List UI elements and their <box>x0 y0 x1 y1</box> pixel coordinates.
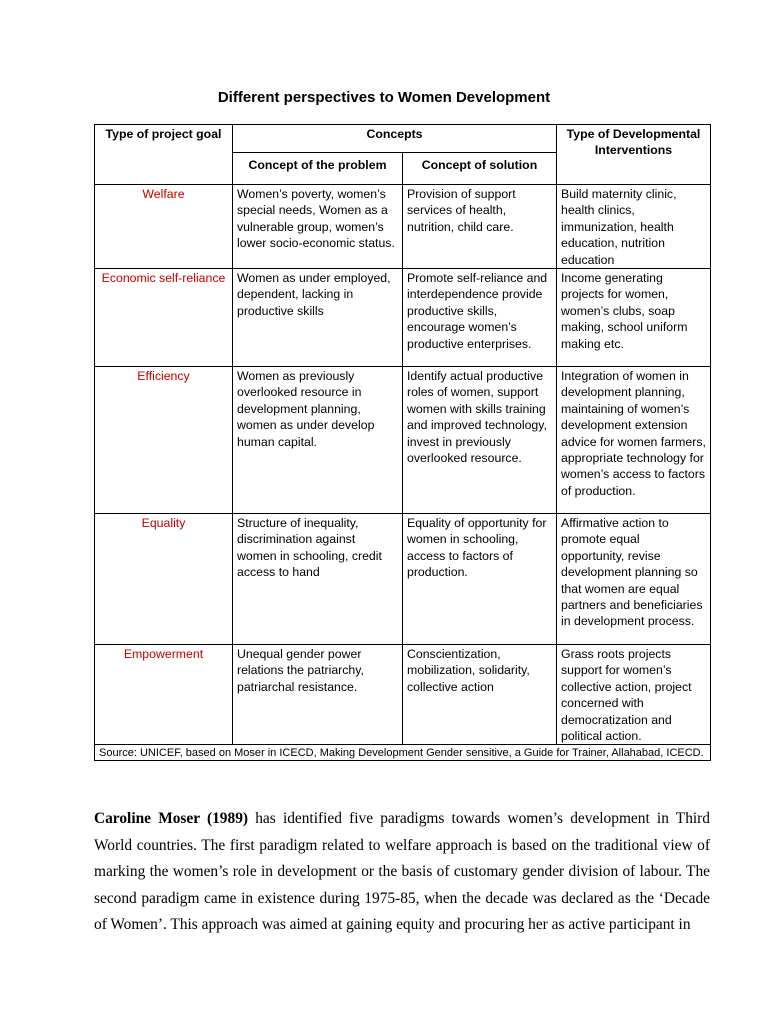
row-problem: Structure of inequality, discrimination against women in schooling, credit access to hand <box>233 514 403 645</box>
row-goal: Economic self-reliance <box>95 269 233 367</box>
row-problem: Women as under employed, dependent, lacking in productive skills <box>233 269 403 367</box>
row-solution: Equality of opportunity for women in schooling, access to factors of production. <box>403 514 557 645</box>
perspectives-table <box>94 124 711 761</box>
table-row <box>95 645 711 745</box>
row-interventions: Affirmative action to promote equal opportunity, revise development planning so that women are equal partners and beneficiaries in development process. <box>557 514 711 645</box>
row-solution: Identify actual productive roles of women, support women with skills training and improved technology, invest in previously overlooked resource. <box>403 367 557 514</box>
row-problem: Women as previously overlooked resource in development planning, women as under develop human capital. <box>233 367 403 514</box>
table-row <box>95 367 711 514</box>
row-interventions: Integration of women in development planning, maintaining of women’s development extension advice for women farmers, appropriate technology for women’s access to factors of production. <box>557 367 711 514</box>
table-row <box>95 514 711 645</box>
row-problem: Women’s poverty, women’s special needs, Women as a vulnerable group, women’s lower socio-economic status. <box>233 185 403 269</box>
paragraph-body: has identified five paradigms towards women’s development in Third World countries. The first paradigm related to welfare approach is based on the traditional view of marking the women’s role in development or the basis of customary gender division of labour. The second paradigm came in existence during 1975-85, when the decade was declared as the ‘Decade of Women’. This approach was aimed at gaining equity and procuring her as active participant in <box>94 810 711 933</box>
row-solution: Promote self-reliance and interdependence provide productive skills, encourage women’s productive enterprises. <box>403 269 557 367</box>
row-goal: Efficiency <box>95 367 233 514</box>
table-header-row <box>95 125 711 153</box>
header-solution: Concept of solution <box>403 153 557 185</box>
table-source: Source: UNICEF, based on Moser in ICECD, Making Development Gender sensitive, a Guide for Trainer, Allahabad, ICECD. <box>95 745 711 761</box>
header-problem: Concept of the problem <box>233 153 403 185</box>
row-goal: Equality <box>95 514 233 645</box>
header-interventions: Type of Developmental Interventions <box>557 125 711 185</box>
row-solution: Conscientization, mobilization, solidarity, collective action <box>403 645 557 745</box>
body-paragraph <box>94 806 710 939</box>
row-solution: Provision of support services of health, nutrition, child care. <box>403 185 557 269</box>
row-goal: Empowerment <box>95 645 233 745</box>
row-problem: Unequal gender power relations the patriarchy, patriarchal resistance. <box>233 645 403 745</box>
header-goal: Type of project goal <box>95 125 233 185</box>
row-interventions: Build maternity clinic, health clinics, immunization, health education, nutrition education <box>557 185 711 269</box>
row-interventions: Income generating projects for women, women’s clubs, soap making, school uniform making etc. <box>557 269 711 367</box>
table-source-row <box>95 745 711 761</box>
paragraph-lead: Caroline Moser (1989) <box>94 810 249 827</box>
row-goal: Welfare <box>95 185 233 269</box>
row-interventions: Grass roots projects support for women’s collective action, project concerned with democratization and political action. <box>557 645 711 745</box>
table-row <box>95 269 711 367</box>
header-concepts: Concepts <box>233 125 557 153</box>
table-row <box>95 185 711 269</box>
document-title: Different perspectives to Women Development <box>217 89 551 106</box>
